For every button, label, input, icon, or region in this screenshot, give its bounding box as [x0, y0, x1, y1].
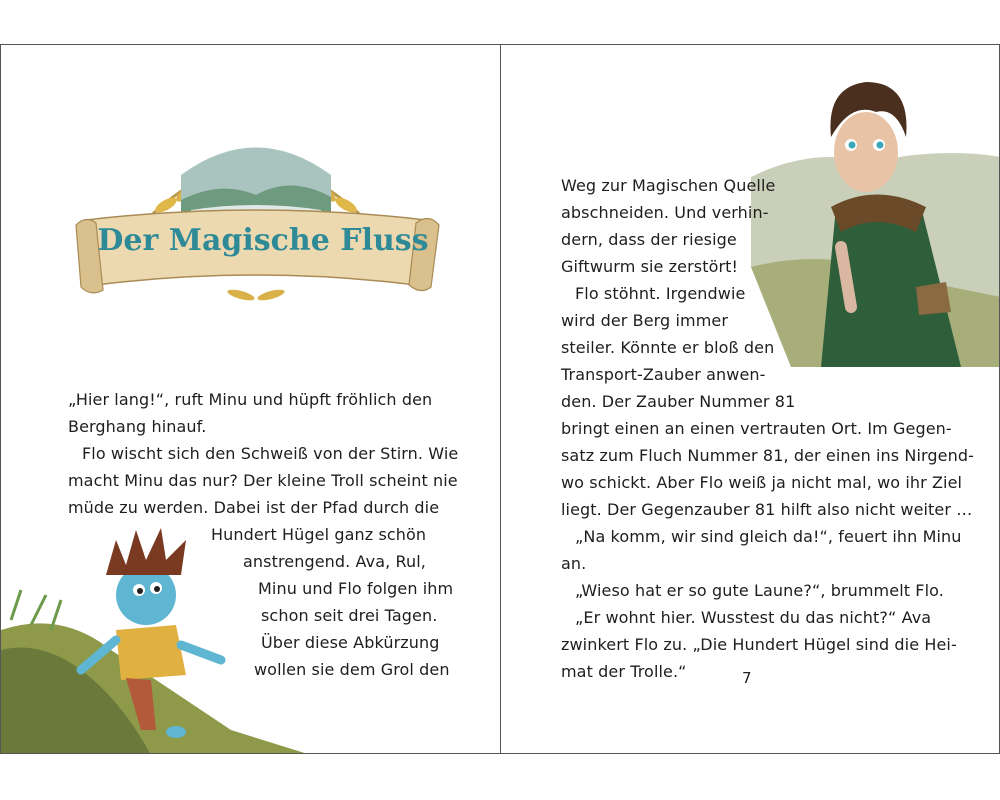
text-line: Giftwurm sie zerstört!	[561, 257, 739, 276]
text-line: abschneiden. Und verhin-	[561, 203, 769, 222]
text-line: anstrengend. Ava, Rul,	[243, 552, 426, 571]
text-line: dern, dass der riesige	[561, 230, 737, 249]
text-line: Hundert Hügel ganz schön	[211, 525, 427, 544]
text-line: satz zum Fluch Nummer 81, der einen ins Nirgend-	[561, 446, 974, 465]
text-line: müde zu werden. Dabei ist der Pfad durch die	[68, 498, 440, 517]
text-line: Flo wischt sich den Schweiß von der Stirn. Wie	[82, 444, 459, 463]
chapter-banner-illustration	[71, 125, 441, 310]
text-line: „Na komm, wir sind gleich da!“, feuert ihn Minu	[575, 527, 962, 546]
text-line: liegt. Der Gegenzauber 81 hilft also nicht weiter …	[561, 500, 973, 519]
text-line: „Wieso hat er so gute Laune?“, brummelt Flo.	[575, 581, 944, 600]
chapter-title: Der Magische Fluss	[97, 223, 429, 258]
text-line: Flo stöhnt. Irgendwie	[575, 284, 746, 303]
right-page	[500, 44, 1000, 754]
left-page	[0, 44, 500, 754]
text-line: Berghang hinauf.	[68, 417, 207, 436]
text-line: macht Minu das nur? Der kleine Troll scheint nie	[68, 471, 458, 490]
boy-illustration	[751, 67, 1000, 367]
text-line: „Er wohnt hier. Wusstest du das nicht?“ Ava	[575, 608, 932, 627]
page-number: 7	[742, 669, 752, 687]
text-line: mat der Trolle.“	[561, 662, 687, 681]
text-line: den. Der Zauber Nummer 81	[561, 392, 796, 411]
text-line: Über diese Abkürzung	[261, 633, 440, 652]
text-line: steiler. Könnte er bloß den	[561, 338, 775, 357]
text-line: Minu und Flo folgen ihm	[258, 579, 454, 598]
text-line: an.	[561, 554, 587, 573]
text-line: zwinkert Flo zu. „Die Hundert Hügel sind die Hei-	[561, 635, 957, 654]
text-line: wo schickt. Aber Flo weiß ja nicht mal, wo ihr Ziel	[561, 473, 963, 492]
text-line: „Hier lang!“, ruft Minu und hüpft fröhlich den	[68, 390, 433, 409]
text-line: wird der Berg immer	[561, 311, 729, 330]
text-line: Transport-Zauber anwen-	[561, 365, 766, 384]
text-line: wollen sie dem Grol den	[254, 660, 450, 679]
text-line: Weg zur Magischen Quelle	[561, 176, 776, 195]
text-line: schon seit drei Tagen.	[261, 606, 438, 625]
text-line: bringt einen an einen vertrauten Ort. Im Gegen-	[561, 419, 952, 438]
